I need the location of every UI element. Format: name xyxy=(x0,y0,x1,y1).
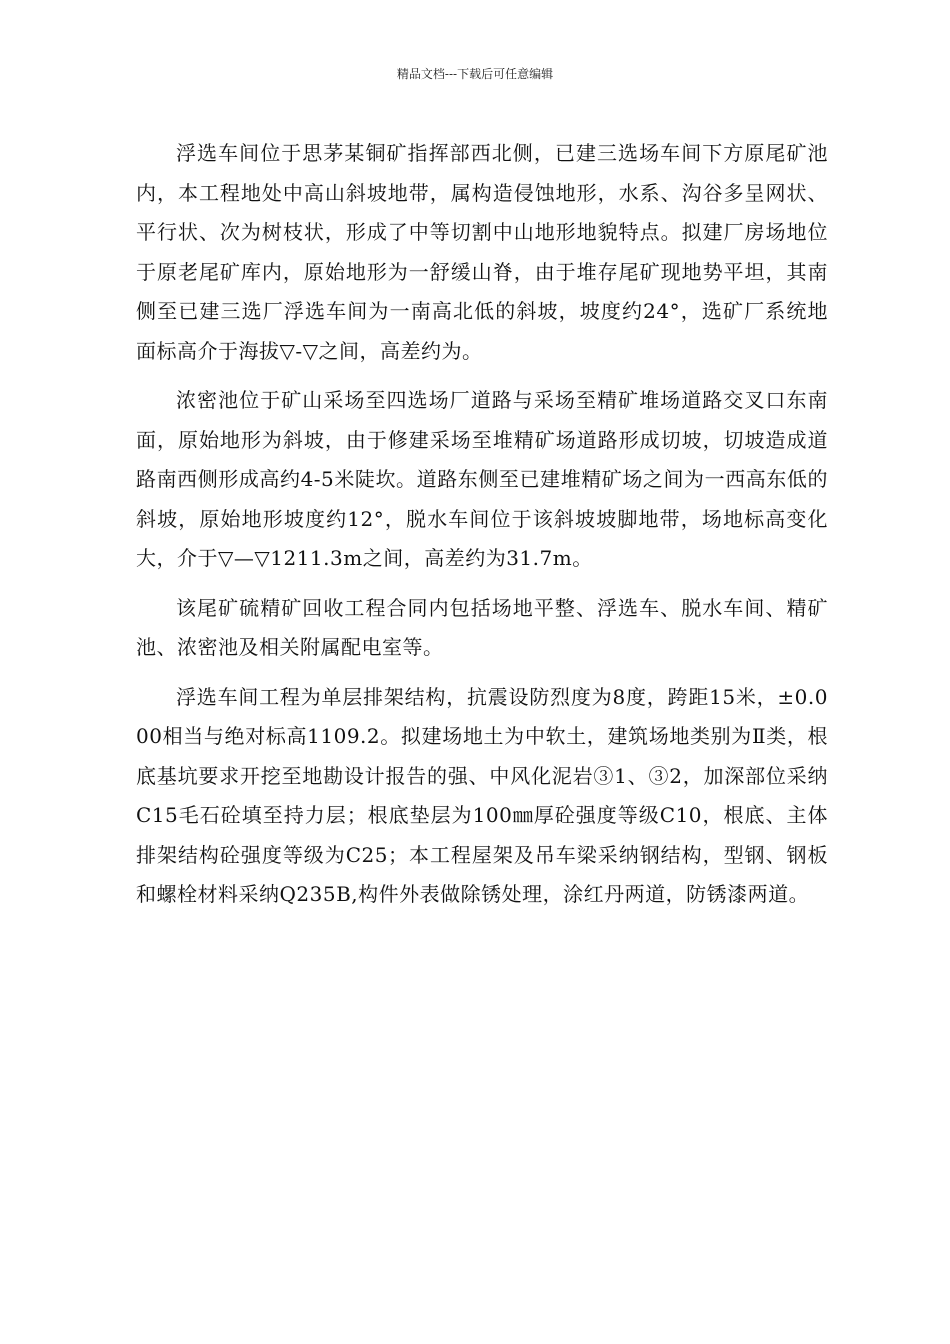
paragraph-thickener-site: 浓密池位于矿山采场至四选场厂道路与采场至精矿堆场道路交叉口东南面，原始地形为斜坡，由于修建采场至堆精矿场道路形成切坡，切坡造成道路南西侧形成高约4-5米陡坎。道路东侧至已建堆精矿场之间为一西高东低的斜坡，原始地形坡度约12°，脱水车间位于该斜坡坡脚地带，场地标高变化大，介于▽—▽1211.3m之间，高差约为31.7m。 xyxy=(136,388,828,570)
paragraph-structure-spec: 浮选车间工程为单层排架结构，抗震设防烈度为8度，跨距15米，±0.000相当与绝对标高1109.2。拟建场地土为中软土，建筑场地类别为Ⅱ类，根底基坑要求开挖至地勘设计报告的强、中风化泥岩③1、③2，加深部位采纳C15毛石砼填至持力层；根底垫层为100㎜厚砼强度等级C10，根底、主体排架结构砼强度等级为C25；本工程屋架及吊车梁采纳钢结构，型钢、钢板和螺栓材料采纳Q235B,构件外表做除锈处理，涂红丹两道，防锈漆两道。 xyxy=(136,684,828,906)
paragraph-contract-scope: 该尾矿硫精矿回收工程合同内包括场地平整、浮选车、脱水车间、精矿池、浓密池及相关附属配电室等。 xyxy=(136,595,828,659)
page-header: 精品文档---下载后可任意编辑 xyxy=(396,67,554,81)
paragraph-flotation-site: 浮选车间位于思茅某铜矿指挥部西北侧，已建三选场车间下方原尾矿池内，本工程地处中高山斜坡地带，属构造侵蚀地形，水系、沟谷多呈网状、平行状、次为树枝状，形成了中等切割中山地形地貌特点。拟建厂房场地位于原老尾矿库内，原始地形为一舒缓山脊，由于堆存尾矿现地势平坦，其南侧至已建三选厂浮选车间为一南高北低的斜坡，坡度约24°，选矿厂系统地面标高介于海拔▽-▽之间，高差约为。 xyxy=(136,141,828,363)
document-body xyxy=(136,134,828,925)
